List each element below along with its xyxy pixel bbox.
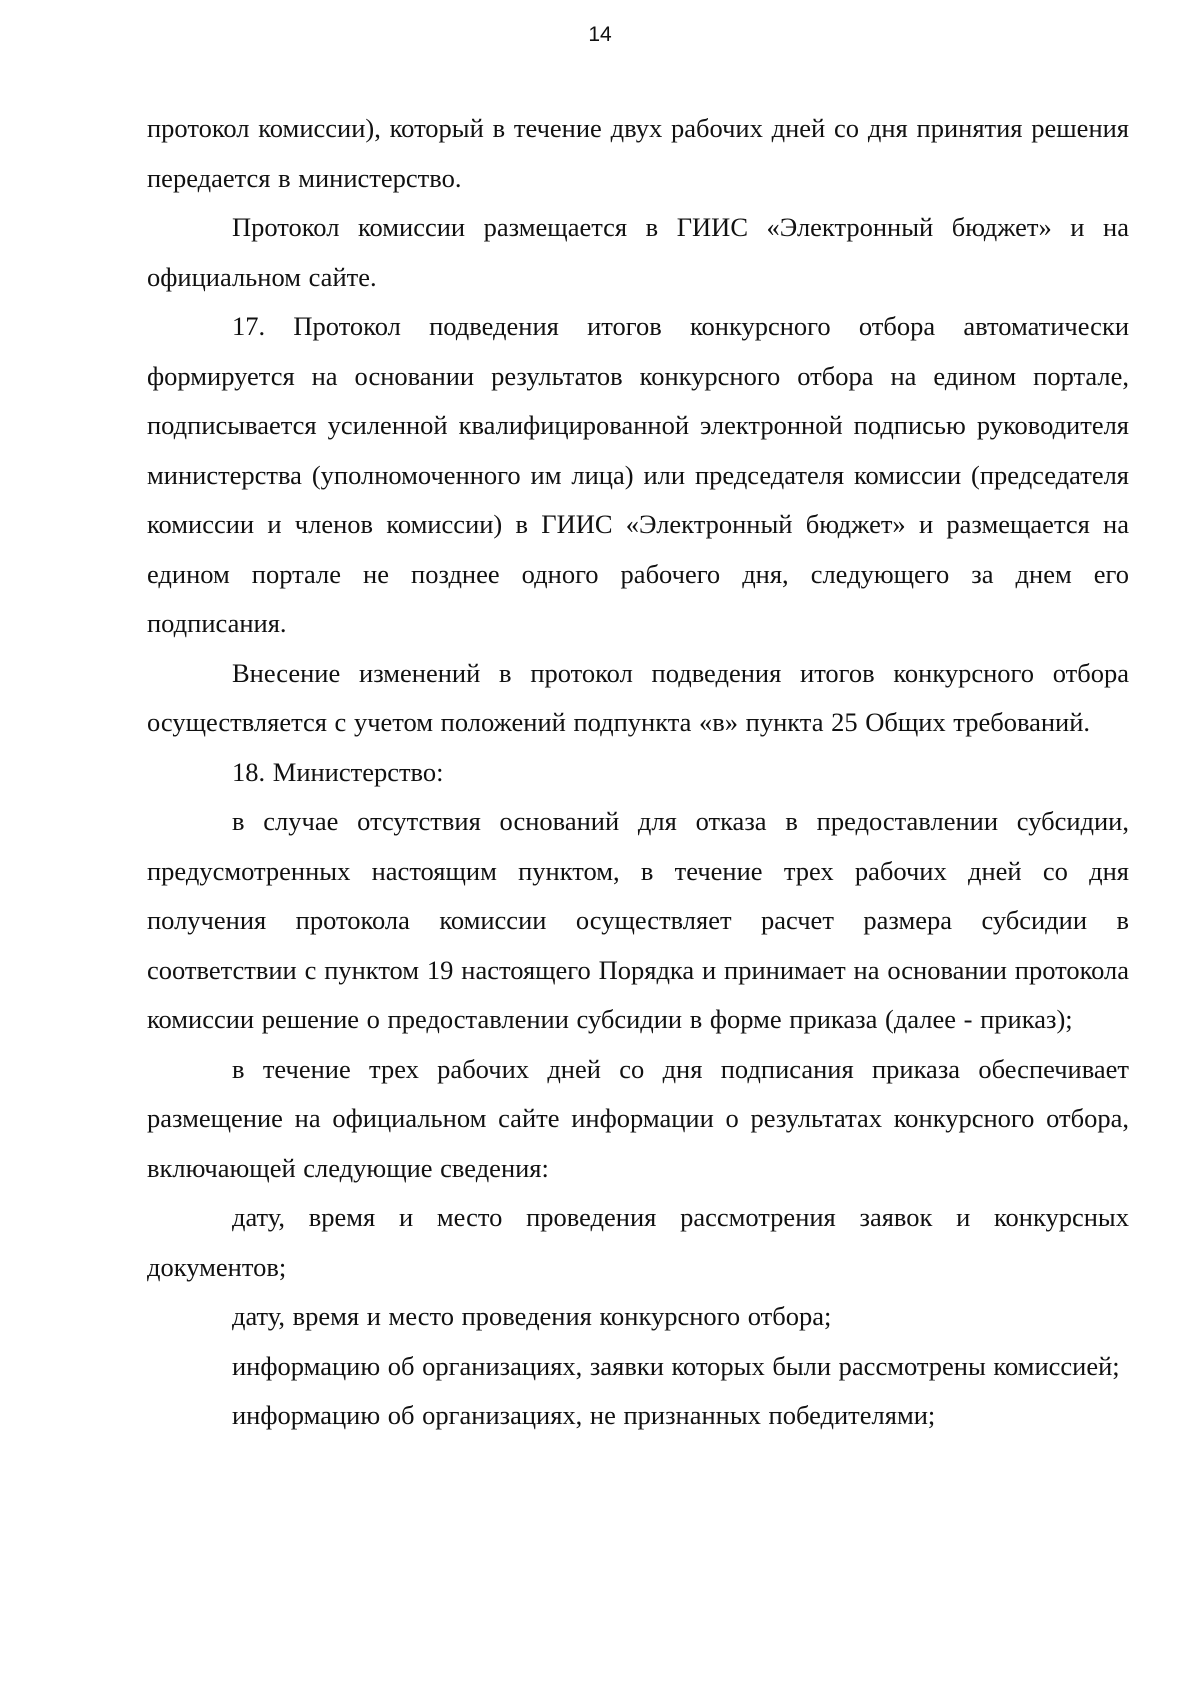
paragraph-subsidy-decision: в случае отсутствия оснований для отказа в предоставлении субсидии, предусмотренных настоящим пунктом, в течение трех рабочих дней со дня получения протокола комиссии осуществляет расчет размера субсидии в соответствии с пунктом 19 настоящего Порядка и принимает на основании протокола комиссии решение о предоставлении субсидии в форме приказа (далее - приказ); [147,806,1129,1034]
paragraph-selection-date: дату, время и место проведения конкурсного отбора; [232,1301,832,1331]
paragraph-non-winners: информацию об организациях, не признанных победителями; [232,1400,936,1430]
paragraph-review-date: дату, время и место проведения рассмотрения заявок и конкурсных документов; [147,1202,1129,1282]
paragraph-item-17: 17. Протокол подведения итогов конкурсного отбора автоматически формируется на основании результатов конкурсного отбора на едином портале, подписывается усиленной квалифицированной электронной подписью руководителя министерства (уполномоченного им лица) или председателя комиссии (председателя комиссии и членов комиссии) в ГИИС «Электронный бюджет» и размещается на едином портале не позднее одного рабочего дня, следующего за днем его подписания. [147,311,1129,638]
paragraph-protocol-transfer: протокол комиссии), который в течение двух рабочих дней со дня принятия решения передается в министерство. [147,113,1129,193]
document-body [147,104,1129,1441]
paragraph-reviewed-organizations: информацию об организациях, заявки которых были рассмотрены комиссией; [232,1350,1120,1381]
paragraph-results-publication: в течение трех рабочих дней со дня подписания приказа обеспечивает размещение на официальном сайте информации о результатах конкурсного отбора, включающей следующие сведения: [147,1053,1129,1183]
paragraph-protocol-publication: Протокол комиссии размещается в ГИИС «Электронный бюджет» и на официальном сайте. [147,212,1129,292]
page-number: 14 [588,23,612,46]
paragraph-protocol-changes: Внесение изменений в протокол подведения итогов конкурсного отбора осуществляется с учетом положений подпункта «в» пункта 25 Общих требований. [147,657,1129,737]
paragraph-item-18: 18. Министерство: [232,756,444,787]
